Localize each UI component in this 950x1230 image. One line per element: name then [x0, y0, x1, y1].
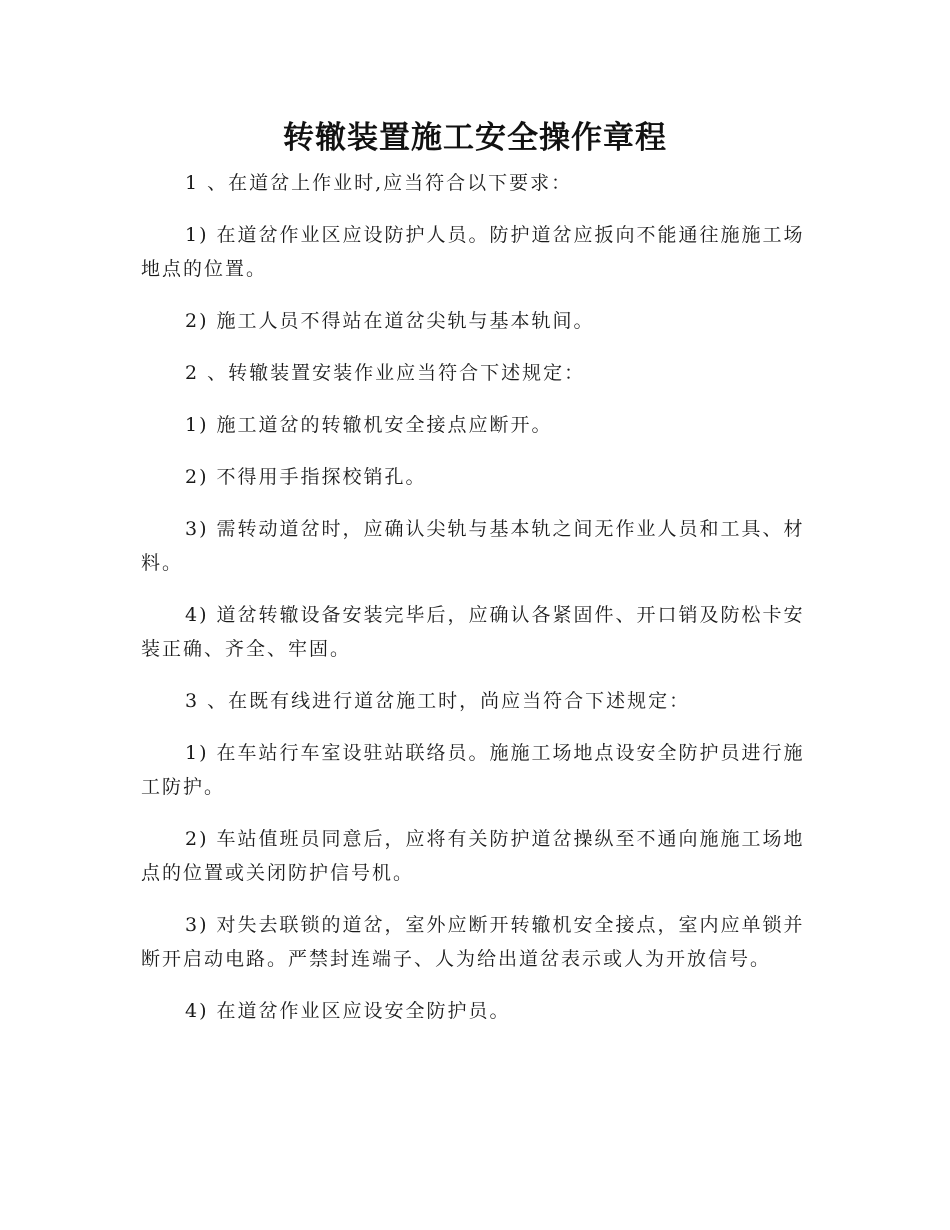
paragraph: 1) 在道岔作业区应设防护人员。防护道岔应扳向不能通往施施工场地点的位置。	[141, 224, 805, 280]
paragraph: 2) 施工人员不得站在道岔尖轨与基本轨间。	[185, 310, 595, 332]
paragraph: 2) 不得用手指探校销孔。	[185, 466, 427, 488]
paragraph: 1) 在车站行车室设驻站联络员。施施工场地点设安全防护员进行施工防护。	[141, 742, 805, 798]
paragraph: 2) 车站值班员同意后，应将有关防护道岔操纵至不通向施施工场地点的位置或关闭防护信号机。	[141, 828, 805, 884]
document-title: 转辙装置施工安全操作章程	[283, 120, 667, 156]
paragraph: 1) 施工道岔的转辙机安全接点应断开。	[185, 414, 553, 436]
document-body	[141, 166, 809, 1046]
paragraph: 1 、在道岔上作业时,应当符合以下要求：	[185, 172, 573, 194]
paragraph: 4) 道岔转辙设备安装完毕后，应确认各紧固件、开口销及防松卡安装正确、齐全、牢固。	[141, 604, 805, 660]
paragraph: 3 、在既有线进行道岔施工时，尚应当符合下述规定：	[185, 690, 691, 712]
paragraph: 2 、转辙装置安装作业应当符合下述规定：	[185, 362, 586, 384]
paragraph: 3) 对失去联锁的道岔，室外应断开转辙机安全接点，室内应单锁并断开启动电路。严禁封连端子、人为给出道岔表示或人为开放信号。	[141, 914, 805, 970]
paragraph: 3) 需转动道岔时，应确认尖轨与基本轨之间无作业人员和工具、材料。	[141, 518, 805, 574]
paragraph: 4) 在道岔作业区应设安全防护员。	[185, 1000, 511, 1022]
